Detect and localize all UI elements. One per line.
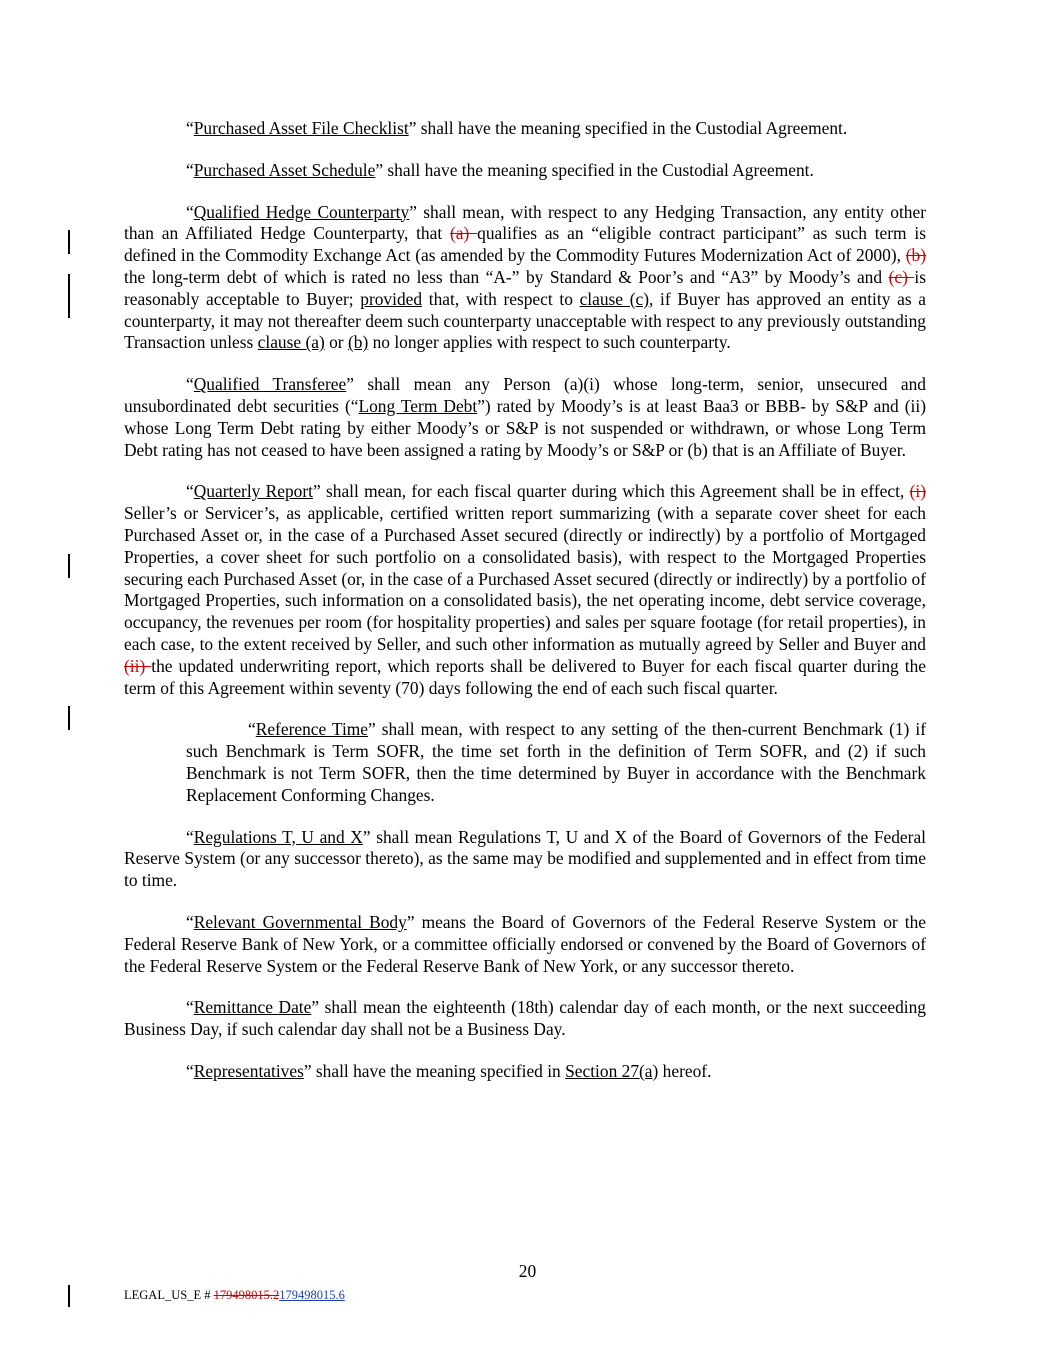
- inserted-doc-id: 179498015.6: [279, 1288, 345, 1302]
- defined-term: Long Term Debt: [358, 395, 478, 416]
- deleted-text: (i): [909, 481, 926, 502]
- defined-term: Qualified Hedge Counterparty: [193, 201, 410, 222]
- deleted-text: (ii): [124, 655, 152, 676]
- definition-remittance-date: “Remittance Date” shall mean the eighteenth (18th) calendar day of each month, or the next succeeding Business Day, if such calendar day shall not be a Business Day.: [124, 997, 926, 1040]
- definition-purchased-asset-schedule: “Purchased Asset Schedule” shall have the meaning specified in the Custodial Agreement.: [186, 159, 814, 180]
- change-bar: [68, 274, 70, 318]
- document-footer-id: LEGAL_US_E # 179498015.2179498015.6: [124, 1288, 345, 1302]
- deleted-text: (b): [905, 245, 926, 266]
- change-bar: [68, 230, 70, 254]
- document-body: [124, 118, 926, 1103]
- page-number: 20: [518, 1261, 537, 1281]
- deleted-doc-id: 179498015.2: [213, 1288, 280, 1302]
- clause-reference: (b): [347, 332, 369, 353]
- section-reference: Section 27(a): [565, 1060, 659, 1081]
- defined-term: Quarterly Report: [193, 481, 313, 502]
- definition-quarterly-report: “Quarterly Report” shall mean, for each fiscal quarter during which this Agreement shall be in effect, (i) Seller’s or Servicer’s, as applicable, certified written report summarizing (with a separate cover sheet for each Purchased Asset or, in the case of a Purchased Asset secured (directly or indirectly) by a portfolio of Mortgaged Properties, a cover sheet for such portfolio on a consolidated basis), with respect to the Mortgaged Properties securing each Purchased Asset (or, in the case of a Purchased Asset secured (directly or indirectly) by a portfolio of Mortgaged Properties, such information on a consolidated basis), the net operating income, debt service coverage, occupancy, the revenues per room (for hospitality properties) and sales per square footage (for retail properties), in each case, to the extent received by Seller, and such other information as mutually agreed by Seller and Buyer and (ii) the updated underwriting report, which reports shall be delivered to Buyer for each fiscal quarter during the term of this Agreement within seventy (70) days following the end of each such fiscal quarter.: [124, 481, 926, 698]
- definition-qualified-transferee: “Qualified Transferee” shall mean any Person (a)(i) whose long-term, senior, unsecured and unsubordinated debt securities (“Long Term Debt”) rated by Moody’s is at least Baa3 or BBB- by S&P and (ii) whose Long Term Debt rating by either Moody’s or S&P is not suspended or withdrawn, or whose Long Term Debt rating has not ceased to have been assigned a rating by Moody’s or S&P or (b) that is an Affiliate of Buyer.: [124, 374, 927, 460]
- provided-term: provided: [360, 288, 423, 309]
- definition-relevant-governmental-body: “Relevant Governmental Body” means the Board of Governors of the Federal Reserve System or the Federal Reserve Bank of New York, or a committee officially endorsed or convened by the Board of Governors of the Federal Reserve System or the Federal Reserve Bank of New York, or any successor thereto.: [124, 911, 927, 976]
- defined-term: Purchased Asset File Checklist: [193, 118, 409, 138]
- definition-representatives: “Representatives” shall have the meaning specified in Section 27(a) hereof.: [186, 1060, 712, 1081]
- change-bar: [68, 706, 70, 730]
- defined-term: Regulations T, U and X: [193, 826, 363, 847]
- defined-term: Purchased Asset Schedule: [193, 159, 376, 180]
- definition-purchased-asset-file-checklist: “Purchased Asset File Checklist” shall have the meaning specified in the Custodial Agreement.: [186, 118, 848, 138]
- definition-regulations-t-u-x: “Regulations T, U and X” shall mean Regulations T, U and X of the Board of Governors of the Federal Reserve System (or any successor thereto), as the same may be modified and supplemented and in effect from time to time.: [124, 826, 926, 891]
- definition-qualified-hedge-counterparty: “Qualified Hedge Counterparty” shall mean, with respect to any Hedging Transaction, any entity other than an Affiliated Hedge Counterparty, that (a) qualifies as an “eligible contract participant” as such term is defined in the Commodity Exchange Act (as amended by the Commodity Futures Modernization Act of 2000), (b) the long-term debt of which is rated no less than “A-” by Standard & Poor’s and “A3” by Moody’s and (c) is reasonably acceptable to Buyer; provided that, with respect to clause (c), if Buyer has approved an entity as a counterparty, it may not thereafter deem such counterparty unacceptable with respect to any previously outstanding Transaction unless clause (a) or (b) no longer applies with respect to such counterparty.: [124, 201, 927, 353]
- defined-term: Reference Time: [255, 719, 369, 740]
- defined-term: Relevant Governmental Body: [193, 911, 407, 932]
- change-bar: [68, 1285, 70, 1307]
- deleted-text: (a): [450, 223, 478, 244]
- deleted-text: (c): [888, 266, 915, 287]
- defined-term: Qualified Transferee: [193, 374, 347, 395]
- clause-reference: clause (a): [257, 332, 325, 353]
- clause-reference: clause (c): [579, 288, 649, 309]
- change-bar: [68, 554, 70, 578]
- defined-term: Representatives: [193, 1060, 304, 1081]
- definition-reference-time: “Reference Time” shall mean, with respect to any setting of the then-current Benchmark (1) if such Benchmark is Term SOFR, the time set forth in the definition of Term SOFR, and (2) if such Benchmark is not Term SOFR, then the time determined by Buyer in accordance with the Benchmark Replacement Conforming Changes.: [186, 719, 927, 805]
- defined-term: Remittance Date: [193, 997, 312, 1018]
